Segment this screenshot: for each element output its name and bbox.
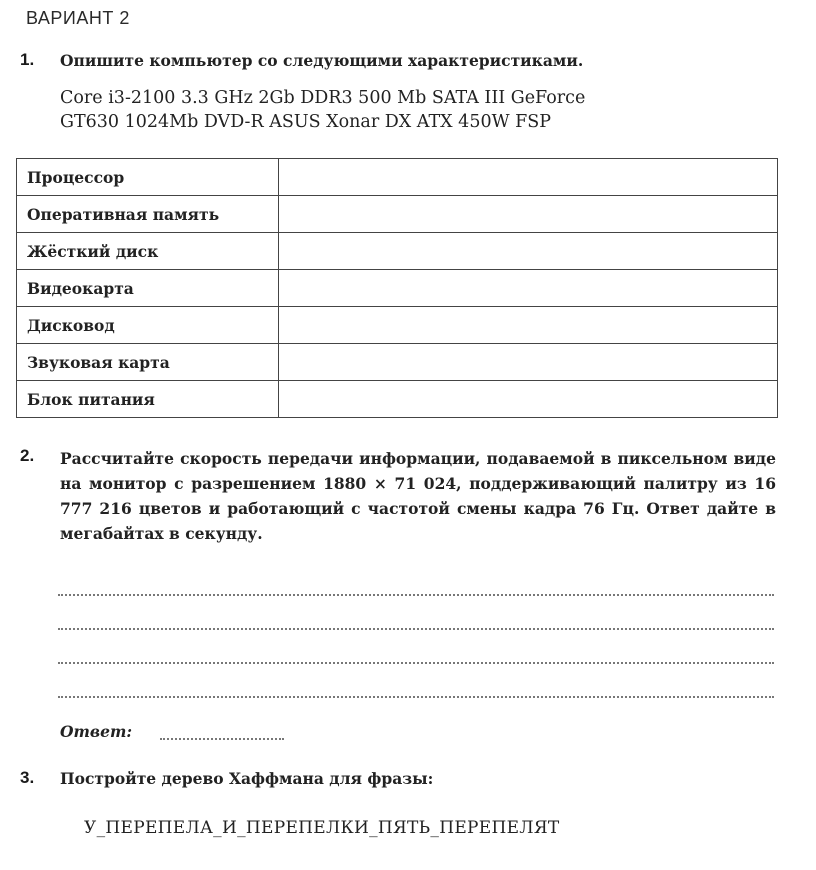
row-value-field[interactable]: [279, 196, 778, 233]
question-2-text: Рассчитайте скорость передачи информации, подаваемой в пиксельном виде на монитор с разрешением 1880 × 71 024, поддерживающий палитру из 16 777 216 цветов и работающий с частотой смены кадра 76 Гц. Ответ дайте в мегабайтах в секунду.: [60, 449, 776, 543]
row-value-field[interactable]: [279, 381, 778, 418]
table-row: [17, 381, 778, 418]
question-3-number: 3.: [20, 768, 35, 787]
row-label: Оперативная память: [17, 196, 279, 233]
table-row: [17, 196, 778, 233]
row-value-field[interactable]: [279, 344, 778, 381]
answer-line-4[interactable]: [58, 696, 774, 698]
huffman-phrase: У_ПЕРЕПЕЛА_И_ПЕРЕПЕЛКИ_ПЯТЬ_ПЕРЕПЕЛЯТ: [84, 818, 560, 838]
answer-line-1[interactable]: [58, 594, 774, 596]
row-value-field[interactable]: [279, 159, 778, 196]
answer-line-2[interactable]: [58, 628, 774, 630]
row-value-field[interactable]: [279, 307, 778, 344]
row-label: Звуковая карта: [17, 344, 279, 381]
answer-field[interactable]: [160, 738, 284, 740]
question-2-number: 2.: [20, 446, 35, 465]
row-label: Блок питания: [17, 381, 279, 418]
specs-table: [16, 158, 778, 418]
question-1-number: 1.: [20, 50, 35, 69]
table-row: [17, 344, 778, 381]
table-row: [17, 159, 778, 196]
row-label: Процессор: [17, 159, 279, 196]
table-row: [17, 270, 778, 307]
variant-heading: ВАРИАНТ 2: [26, 8, 130, 28]
answer-label: Ответ:: [60, 722, 133, 741]
row-label: Видеокарта: [17, 270, 279, 307]
spec-line-1: Core i3-2100 3.3 GHz 2Gb DDR3 500 Mb SATA III GeForce: [60, 88, 586, 108]
row-value-field[interactable]: [279, 233, 778, 270]
answer-line-3[interactable]: [58, 662, 774, 664]
row-label: Дисковод: [17, 307, 279, 344]
question-3-text: Постройте дерево Хаффмана для фразы:: [60, 769, 434, 788]
table-row: [17, 307, 778, 344]
row-value-field[interactable]: [279, 270, 778, 307]
spec-line-2: GT630 1024Mb DVD-R ASUS Xonar DX ATX 450W FSP: [60, 112, 552, 132]
row-label: Жёсткий диск: [17, 233, 279, 270]
question-1-text: Опишите компьютер со следующими характеристиками.: [60, 51, 584, 70]
table-row: [17, 233, 778, 270]
